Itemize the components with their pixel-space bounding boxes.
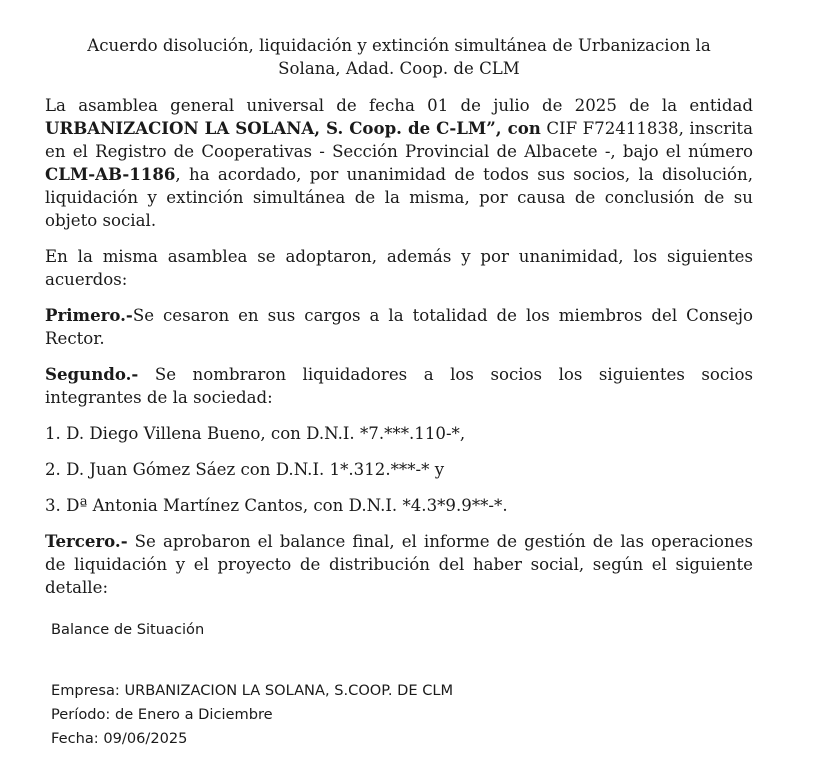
balance-empresa: Empresa: URBANIZACION LA SOLANA, S.COOP. DE CLM [51,682,454,699]
segundo-text: Se nombraron liquidadores a los socios los siguientes socios integrantes de la sociedad: [45,365,753,407]
tercero-text: Se aprobaron el balance final, el informe de gestión de las operaciones de liquidación y el proyecto de distribución del haber social, según el siguiente detalle: [45,532,753,597]
balance-heading [51,618,204,642]
intro-paragraph [45,94,753,232]
primero-text: Se cesaron en sus cargos a la totalidad de los miembros del Consejo Rector. [45,306,753,348]
balance-fecha: Fecha: 09/06/2025 [51,730,188,747]
intro-text-1: La asamblea general universal de fecha 01 de julio de 2025 de la entidad [45,96,753,115]
tercero-label: Tercero.- [45,531,128,551]
segundo-label: Segundo.- [45,364,139,384]
title-line-1: Acuerdo disolución, liquidación y extinción simultánea de Urbanizacion la [87,36,711,55]
balance-periodo: Período: de Enero a Diciembre [51,706,273,723]
balance-details [51,679,453,751]
document-body [45,34,753,612]
liquidator-item: 1. D. Diego Villena Bueno, con D.N.I. *7.***.110-*, [45,424,466,443]
agreement-segundo [45,363,753,409]
liquidator-item: 2. D. Juan Gómez Sáez con D.N.I. 1*.312.***-* y [45,460,445,479]
intro-text-2: CIF F72411838, inscrita en el Registro de Cooperativas - Sección Provincial de Albacete -, bajo el número [45,119,753,161]
agreements-intro: En la misma asamblea se adoptaron, además y por unanimidad, los siguientes acuerdos: [45,247,753,289]
agreement-primero [45,304,753,350]
balance-heading-text: Balance de Situación [51,621,205,638]
primero-label: Primero.- [45,305,133,325]
liquidator-item: 3. Dª Antonia Martínez Cantos, con D.N.I. *4.3*9.9**-*. [45,496,508,515]
registry-number: CLM-AB-1186 [45,164,176,184]
intro-text-3: , ha acordado, por unanimidad de todos sus socios, la disolución, liquidación y extinción simultánea de la misma, por causa de conclusión de su objeto social. [45,165,753,230]
document-title [45,34,753,80]
agreement-tercero [45,530,753,599]
title-line-2: Solana, Adad. Coop. de CLM [278,59,520,78]
entity-name: URBANIZACION LA SOLANA, S. Coop. de C-LM”, con [45,118,541,138]
